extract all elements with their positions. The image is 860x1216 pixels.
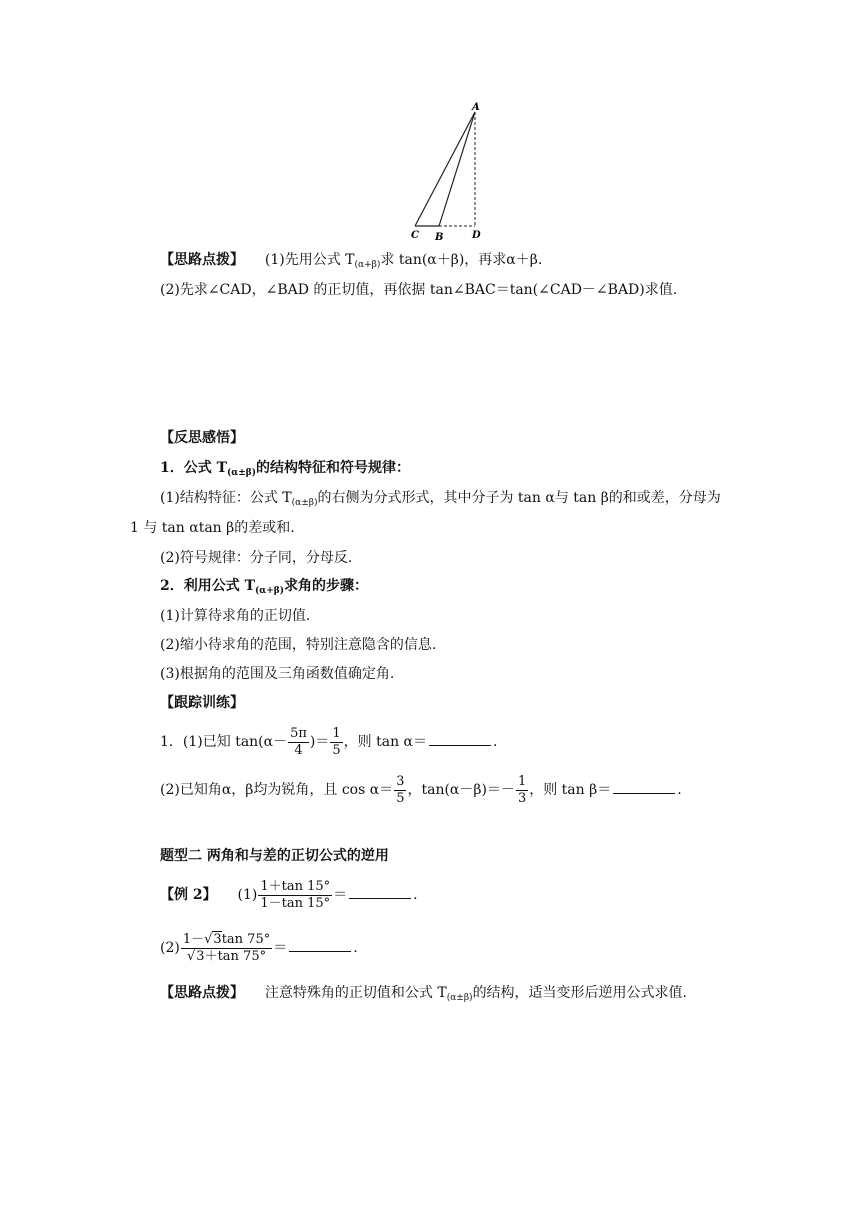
fraction-1-over-3: $\frac{1}{3}$ <box>517 773 527 806</box>
example-label: 【例 2】 <box>160 887 217 903</box>
ex2-pre: (2) <box>160 940 180 956</box>
point-label-d: D <box>472 230 481 241</box>
q1-text-pre: 1．(1)已知 tan(α－ <box>160 734 288 750</box>
hint1-text-b: 求 tan(α＋β)，再求α＋β. <box>380 252 543 268</box>
step-3: (3)根据角的范围及三角函数值确定角. <box>160 666 395 682</box>
sign-rule: (2)符号规律：分子同，分母反. <box>160 550 353 566</box>
hint-paragraph-1 <box>160 250 542 275</box>
answer-blank[interactable] <box>613 781 675 794</box>
item1-text-b: 的结构特征和符号规律： <box>256 460 411 476</box>
point-label-b: B <box>435 232 444 243</box>
structure-feature <box>160 488 721 513</box>
equals-sign: ＝ <box>333 887 348 903</box>
point-label-a: A <box>472 102 480 113</box>
ex1-pre: (1) <box>237 887 258 903</box>
practice-heading: 【跟踪训练】 <box>160 695 244 711</box>
section-heading-type-2: 题型二 两角和与差的正切公式的逆用 <box>160 848 389 864</box>
answer-blank[interactable] <box>349 886 411 899</box>
example-2-part-2 <box>160 928 358 968</box>
s1-text-a: (1)结构特征：公式 T <box>160 490 292 506</box>
fraction-5pi-over-4: $\frac{5\pi}{4}$ <box>290 725 307 758</box>
practice-question-1: 1．(1)已知 tan(α－ $\frac{5\pi}{4}$ )＝ $\frac{1}{5}$ ，则 tan α＝ . <box>160 725 498 758</box>
reflection-heading: 【反思感悟】 <box>160 430 244 446</box>
practice-question-2: (2)已知角α，β均为锐角，且 cos α＝ $\frac{3}{5}$ ，tan(α－β)＝－ $\frac{1}{3}$ ，则 tan β＝ . <box>160 773 682 806</box>
structure-feature-cont: 1 与 tan αtan β的差或和. <box>130 520 295 536</box>
step-2: (2)缩小待求角的范围，特别注意隐含的信息. <box>160 637 437 653</box>
hint3-text-a: 注意特殊角的正切值和公式 T <box>264 985 447 1001</box>
reflection-item-2 <box>160 576 368 601</box>
item2-text-a: 2．利用公式 T <box>160 578 256 594</box>
point-label-c: C <box>411 230 419 241</box>
fraction-3-over-5: $\frac{3}{5}$ <box>396 773 405 806</box>
period: . <box>413 887 418 903</box>
q1-text-mid: )＝ <box>309 734 330 750</box>
q1-text-post: ，则 tan α＝ <box>343 734 428 750</box>
q2-text-mid: ，tan(α－β)＝－ <box>407 782 515 798</box>
item1-text-a: 1．公式 T <box>160 460 228 476</box>
fraction-ex1: $\frac{1+\tan 15^\circ}{1-\tan 15^\circ}$ <box>260 878 331 911</box>
reflection-item-1 <box>160 458 410 483</box>
triangle-figure <box>405 100 500 245</box>
answer-blank[interactable] <box>289 939 351 952</box>
equals-sign: ＝ <box>273 940 288 956</box>
item1-sub: (α±β) <box>227 468 257 478</box>
hint1-sub: (α+β) <box>354 260 381 270</box>
q2-text-post: ，则 tan β＝ <box>529 782 612 798</box>
hint-paragraph-3 <box>160 983 687 1008</box>
s1-sub: (α±β) <box>291 498 318 508</box>
hint-paragraph-2: (2)先求∠CAD，∠BAD 的正切值，再依据 tan∠BAC＝tan(∠CAD－∠BAD)求值. <box>160 282 678 298</box>
item2-text-b: 求角的步骤： <box>284 578 369 594</box>
item2-sub: (α+β) <box>255 586 285 596</box>
hint-label: 【思路点拨】 <box>160 985 244 1001</box>
hint3-sub: (α±β) <box>446 993 473 1003</box>
fraction-ex2: $\frac{1-√3\tan 75^\circ}{√3+\tan 75^\circ}$ <box>182 931 271 964</box>
example-2-part-1 <box>160 875 418 915</box>
hint-label: 【思路点拨】 <box>160 252 244 268</box>
fraction-1-over-5: $\frac{1}{5}$ <box>332 725 341 758</box>
step-1: (1)计算待求角的正切值. <box>160 608 311 624</box>
q2-text-pre: (2)已知角α，β均为锐角，且 cos α＝ <box>160 782 394 798</box>
s1-text-b: 的右侧为分式形式，其中分子为 tan α与 tan β的和或差，分母为 <box>317 490 721 506</box>
hint3-text-b: 的结构，适当变形后逆用公式求值. <box>472 985 688 1001</box>
answer-blank[interactable] <box>429 733 491 746</box>
hint1-text-a: (1)先用公式 T <box>264 252 355 268</box>
period: . <box>353 940 358 956</box>
